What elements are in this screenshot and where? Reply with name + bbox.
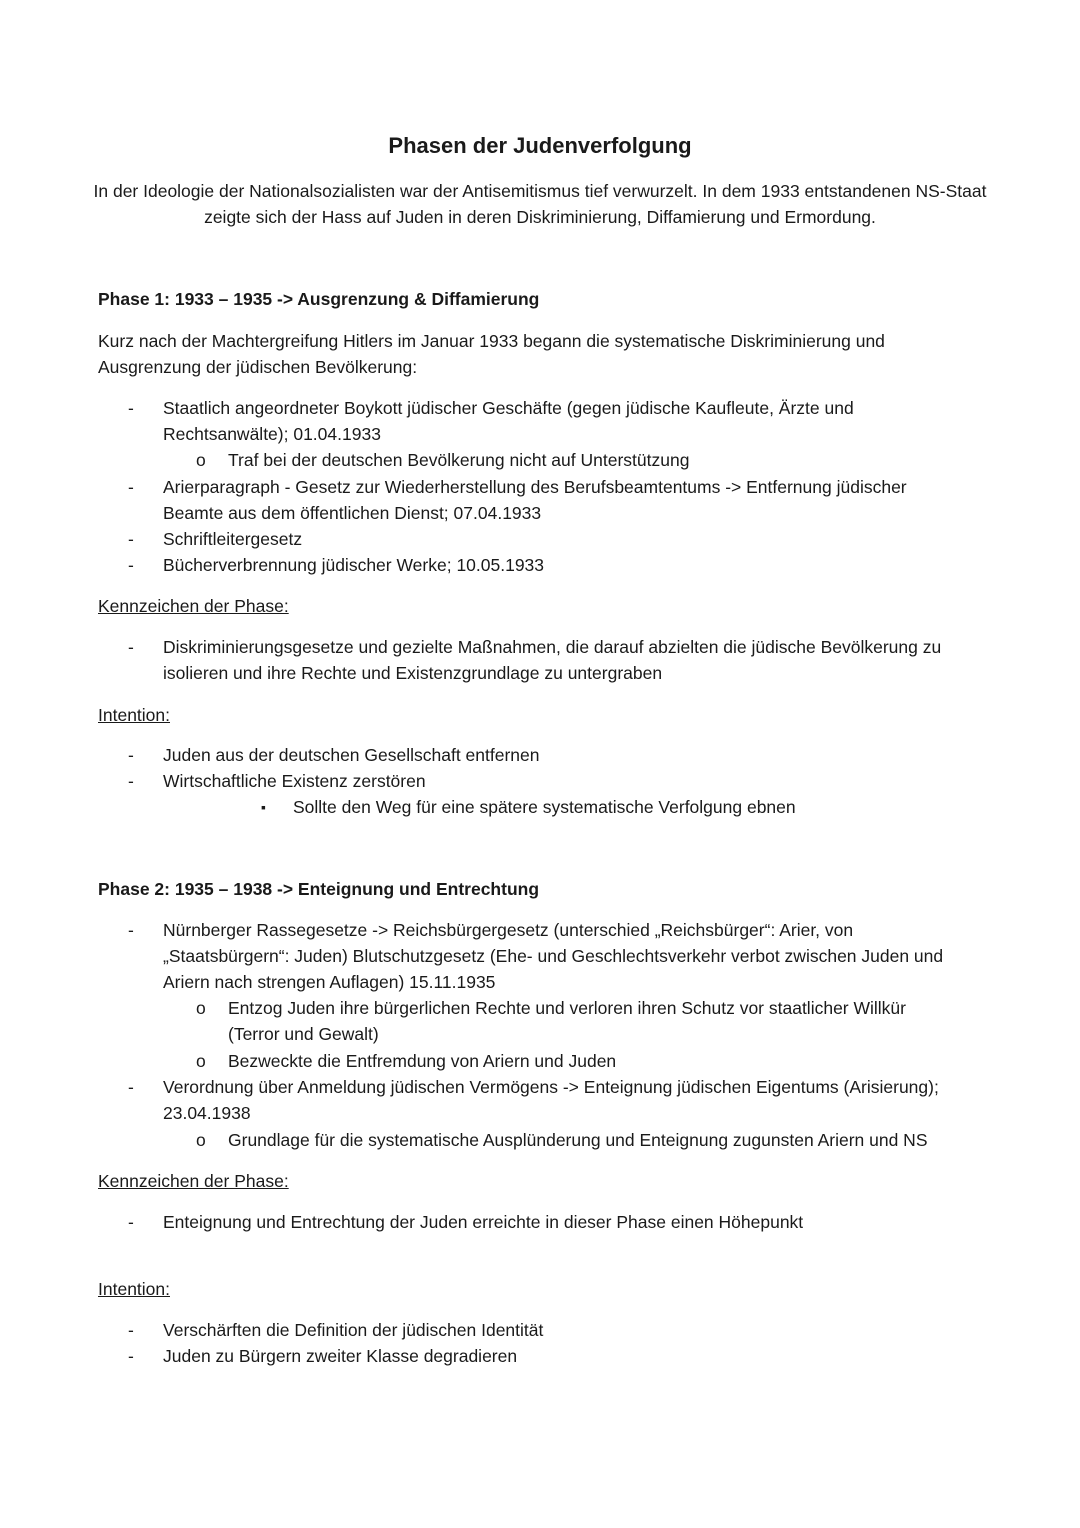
dash-bullet: - xyxy=(128,745,134,765)
dash-bullet: - xyxy=(128,555,134,575)
dash-bullet: - xyxy=(128,1212,134,1232)
phase1-kennzeichen-label: Kennzeichen der Phase: xyxy=(98,596,289,616)
dash-bullet: - xyxy=(128,398,134,418)
circle-bullet: o xyxy=(196,998,206,1018)
dash-bullet: - xyxy=(128,637,134,657)
square-bullet: ▪ xyxy=(261,799,266,815)
phase2-intention-label: Intention: xyxy=(98,1279,170,1299)
phase2-heading: Phase 2: 1935 – 1938 -> Enteignung und Entrechtung xyxy=(98,879,540,899)
dash-bullet: - xyxy=(128,1320,134,1340)
document-page: Phasen der Judenverfolgung In der Ideologie der Nationalsozialisten war der Antisemitismus tief verwurzelt. In dem 1933 entstandenen NS-Staat zeigte sich der Hass auf Juden in deren Diskriminierung, Diffamierung und Ermordung. Phase 1: 1933 – 1935 -> Ausgrenzung & Diffamierung Kurz nach der Machtergreifung Hitlers im Januar 1933 begann die systematische Diskriminierung und Ausgrenzung der jüdischen Bevölkerung: - Staatlich angeordneter Boykott jüdischer Geschäfte (gegen jüdische Kaufleute, Ärzte und Rechtsanwälte); 01.04.1933 o Traf bei der deutschen Bevölkerung nicht auf Unterstützung - Arierparagraph - Gesetz zur Wiederherstellung des Berufsbeamtentums -> Entfernung jüdischer Beamte aus dem öffentlichen Dienst; 07.04.1933 - Schriftleitergesetz - Bücherverbrennung jüdischer Werke; 10.05.1933 Kennzeichen der Phase: - Diskriminierungsgesetze und gezielte Maßnahmen, die darauf abzielten die jüdische Bevölkerung zu isolieren und ihre Rechte und Existenzgrundlage zu untergraben Intention: - Juden aus der deutschen Gesellschaft entfernen - Wirtschaftliche Existenz zerstören ▪ Sollte den Weg für eine spätere systematische Verfolgung ebnen Phase 2: 1935 – 1938 -> Enteignung und Entrechtung - Nürnberger Rassegesetze -> Reichsbürgergesetz (unterschied „Reichsbürger“: Arier, von „Staatsbürgern“: Juden) Blutschutzgesetz (Ehe- und Geschlechtsverkehr verbot zwischen Juden und Ariern nach strengen Auflagen) 15.11.1935 o Entzog Juden ihre bürgerlichen Rechte und verloren ihren Schutz vor staatlicher Willkür (Terror und Gewalt) o Bezweckte die Entfremdung von Ariern und Juden - Verordnung über Anmeldung jüdischen Vermögens -> Enteignung jüdischen Eigentums (Arisierung); 23.04.1938 o Grundlage für die systematische Ausplünderung und Enteignung zugunsten Ariern und NS Kennzeichen der Phase: - Enteignung und Entrechtung der Juden erreichte in dieser Phase einen Höhepunkt Intention: - Verschärften die Definition der jüdischen Identität - Juden zu Bürgern zweiter Klasse degradieren xyxy=(0,0,1080,1528)
dash-bullet: - xyxy=(128,477,134,497)
circle-bullet: o xyxy=(196,450,206,470)
dash-bullet: - xyxy=(128,1077,134,1097)
dash-bullet: - xyxy=(128,920,134,940)
phase1-heading: Phase 1: 1933 – 1935 -> Ausgrenzung & Diffamierung xyxy=(98,289,540,309)
dash-bullet: - xyxy=(128,1346,134,1366)
phase1-paragraph: Kurz nach der Machtergreifung Hitlers im Januar 1933 begann die systematische Diskriminierung und Ausgrenzung der jüdischen Bevölkerung: xyxy=(98,331,885,377)
phase1-intention-label: Intention: xyxy=(98,705,170,725)
circle-bullet: o xyxy=(196,1051,206,1071)
dash-bullet: - xyxy=(128,529,134,549)
intro-paragraph: In der Ideologie der Nationalsozialisten war der Antisemitismus tief verwurzelt. In dem 1933 entstandenen NS-Staat zeigte sich der Hass auf Juden in deren Diskriminierung, Diffamierung und Ermordung. xyxy=(93,181,987,227)
circle-bullet: o xyxy=(196,1130,206,1150)
phase2-kennzeichen-label: Kennzeichen der Phase: xyxy=(98,1171,289,1191)
page-title: Phasen der Judenverfolgung xyxy=(388,133,692,158)
dash-bullet: - xyxy=(128,771,134,791)
